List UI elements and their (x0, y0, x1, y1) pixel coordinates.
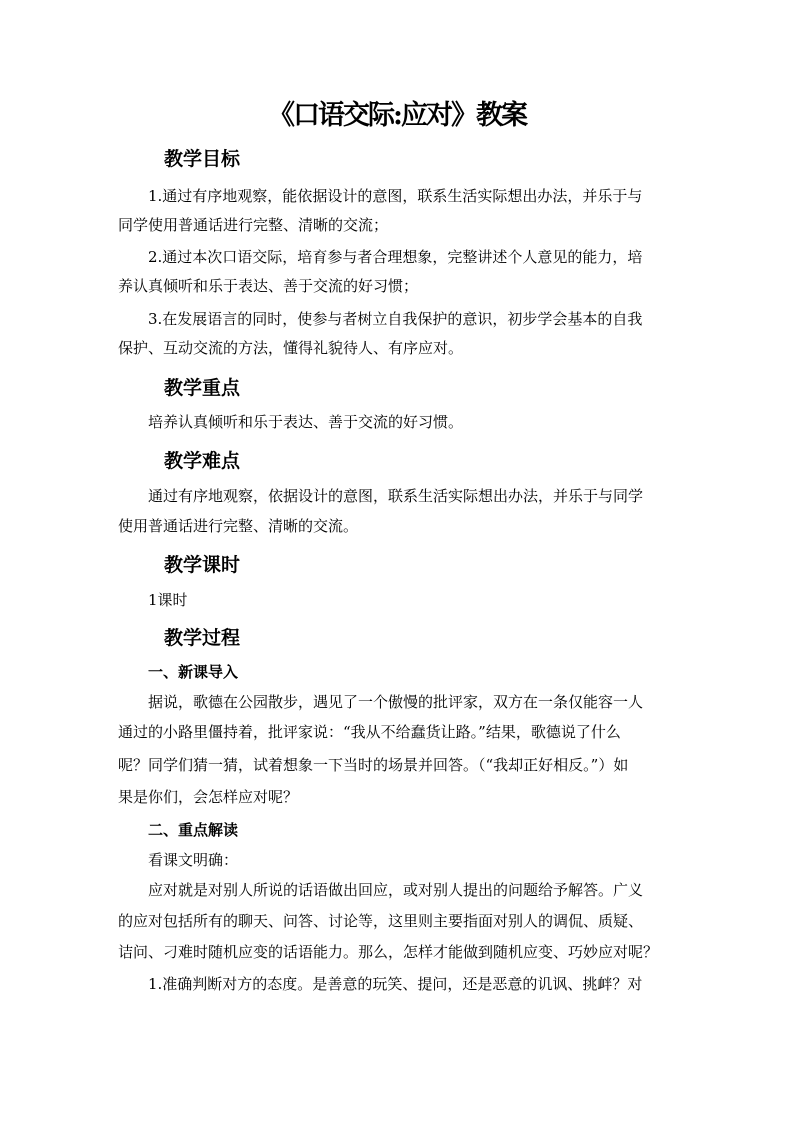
difficulty-line-1: 通过有序地观察，依据设计的意图，联系生活实际想出办法，并乐于与同学 (148, 487, 644, 505)
hours-line-1: 1课时 (148, 591, 188, 609)
goals-line-4: 养认真倾听和乐于表达、善于交流的好习惯； (118, 277, 419, 295)
difficulty-line-2: 使用普通话进行完整、清晰的交流。 (118, 517, 359, 535)
intro-line-2: 通过的小路里僵持着，批评家说：“我从不给蠢货让路。”结果，歌德说了什么 (118, 723, 621, 741)
document-title: 《口语交际:应对》教案 (268, 100, 526, 131)
focus-line-4: 诘问、刁难时随机应变的话语能力。那么，怎样才能做到随机应变、巧妙应对呢？ (118, 943, 659, 961)
intro-line-3: 呢？同学们猜一猜，试着想象一下当时的场景并回答。（“我却正好相反。”）如 (118, 756, 629, 774)
subheading-intro: 一、新课导入 (148, 663, 239, 681)
goals-line-6: 保护、互动交流的方法，懂得礼貌待人、有序应对。 (118, 339, 464, 357)
section-heading-process: 教学过程 (164, 627, 241, 649)
section-heading-hours: 教学课时 (164, 554, 241, 576)
intro-line-1: 据说，歌德在公园散步，遇见了一个傲慢的批评家，双方在一条仅能容一人 (148, 693, 644, 711)
section-heading-key: 教学重点 (164, 377, 241, 399)
focus-line-2: 应对就是对别人所说的话语做出回应，或对别人提出的问题给予解答。广义 (148, 881, 644, 899)
goals-line-5: 3.在发展语言的同时，使参与者树立自我保护的意识，初步学会基本的自我 (148, 310, 643, 328)
focus-line-3: 的应对包括所有的聊天、问答、讨论等，这里则主要指面对别人的调侃、质疑、 (118, 912, 644, 930)
key-line-1: 培养认真倾听和乐于表达、善于交流的好习惯。 (148, 413, 464, 431)
focus-line-1: 看课文明确： (148, 851, 239, 869)
goals-line-3: 2.通过本次口语交际，培育参与者合理想象，完整讲述个人意见的能力，培 (148, 248, 643, 266)
section-heading-difficulty: 教学难点 (164, 450, 241, 472)
intro-line-4: 果是你们，会怎样应对呢？ (118, 788, 299, 806)
subheading-focus: 二、重点解读 (148, 821, 239, 839)
goals-line-1: 1.通过有序地观察，能依据设计的意图，联系生活实际想出办法，并乐于与 (148, 187, 643, 205)
goals-line-2: 同学使用普通话进行完整、清晰的交流； (118, 216, 389, 234)
section-heading-goals: 教学目标 (164, 148, 241, 170)
focus-line-5: 1.准确判断对方的态度。是善意的玩笑、提问，还是恶意的讥讽、挑衅？对 (148, 975, 643, 993)
